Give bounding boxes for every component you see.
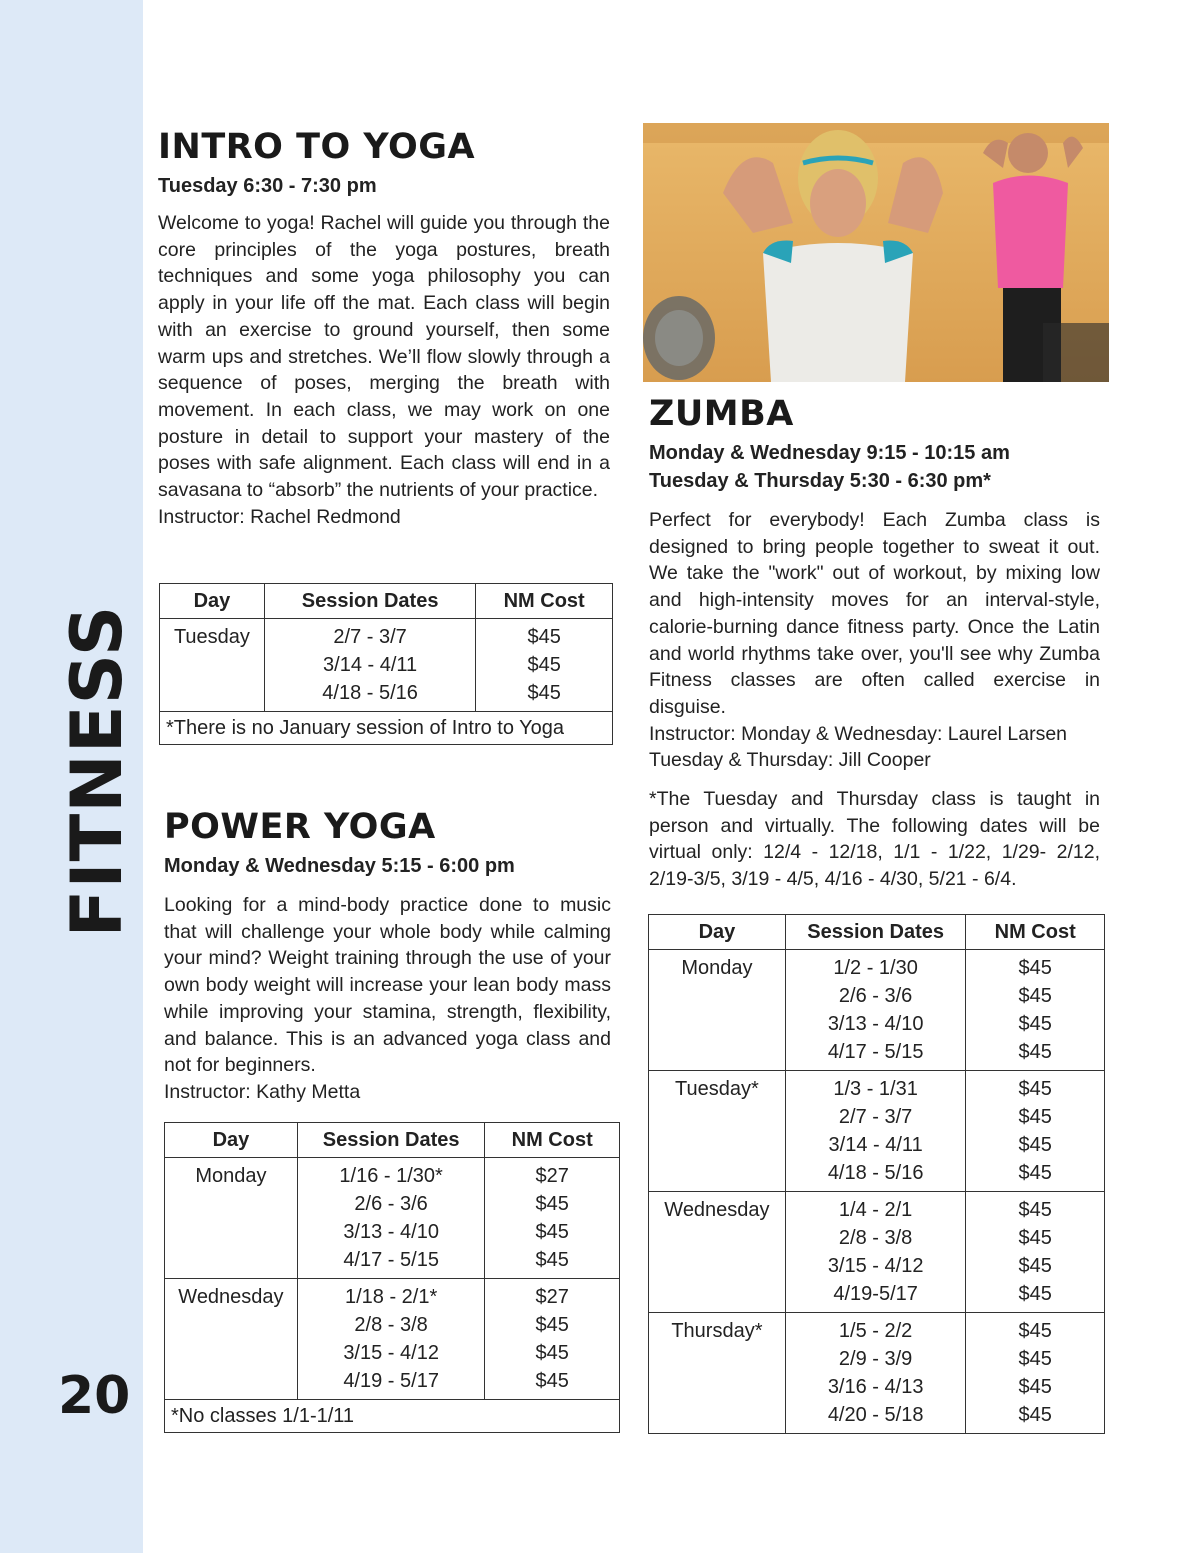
dates-cell: 1/4 - 2/1 2/8 - 3/8 3/15 - 4/12 4/19-5/17 xyxy=(785,1192,966,1313)
table-header-row xyxy=(649,915,1105,950)
table-note: *There is no January session of Intro to Yoga xyxy=(160,712,613,745)
dates-cell: 1/2 - 1/30 2/6 - 3/6 3/13 - 4/10 4/17 - 5/15 xyxy=(785,950,966,1071)
table-row xyxy=(165,1279,620,1400)
day-cell: Monday xyxy=(649,950,786,1071)
cost-cell: $27 $45 $45 $45 xyxy=(485,1158,620,1279)
intro-yoga-instructor: Instructor: Rachel Redmond xyxy=(158,505,401,528)
intro-yoga-description: Welcome to yoga! Rachel will guide you through the core principles of the yoga postures, breath techniques and some yoga philosophy you can apply in your life off the mat. Each class will begin with an exercise to ground yourself, then some warm ups and stretches. We’ll flow slowly through a sequence of poses, merging the breath with movement. In each class, we may work on one posture in detail to support your mastery of the poses with safe alignment. Each class will end in a savasana to “absorb” the nutrients of your practice. xyxy=(158,212,610,502)
header-nm-cost: NM Cost xyxy=(476,584,613,619)
table-note: *No classes 1/1-1/11 xyxy=(165,1400,620,1433)
zumba-table xyxy=(648,914,1105,1434)
header-session-dates: Session Dates xyxy=(264,584,475,619)
zumba-schedule-2: Tuesday & Thursday 5:30 - 6:30 pm* xyxy=(649,470,991,492)
table-header-row xyxy=(160,584,613,619)
cost-cell: $45 $45 $45 $45 xyxy=(966,1192,1105,1313)
table-row xyxy=(649,1313,1105,1434)
cost-cell: $45 $45 $45 $45 xyxy=(966,1071,1105,1192)
header-session-dates: Session Dates xyxy=(297,1123,485,1158)
intro-yoga-table xyxy=(159,583,613,745)
day-cell: Tuesday xyxy=(160,619,265,712)
dates-cell: 1/5 - 2/2 2/9 - 3/9 3/16 - 4/13 4/20 - 5/18 xyxy=(785,1313,966,1434)
table-row xyxy=(160,619,613,712)
power-yoga-description: Looking for a mind-body practice done to music that will challenge your whole body while calming your mind? Weight training through the use of your own body weight will increase your lean body mass while improving your stamina, strength, flexibility, and balance. This is an advanced yoga class and not for beginners. xyxy=(164,894,611,1077)
power-yoga-schedule: Monday & Wednesday 5:15 - 6:00 pm xyxy=(164,855,515,877)
zumba-title: ZUMBA xyxy=(649,394,794,434)
day-cell: Wednesday xyxy=(165,1279,298,1400)
cost-cell: $45 $45 $45 $45 xyxy=(966,950,1105,1071)
intro-yoga-section xyxy=(158,126,610,530)
intro-yoga-schedule: Tuesday 6:30 - 7:30 pm xyxy=(158,175,377,197)
day-cell: Thursday* xyxy=(649,1313,786,1434)
zumba-virtual-note: *The Tuesday and Thursday class is taught in person and virtually. The following dates will be virtual only: 12/4 - 12/18, 1/1 - 1/22, 1/29- 2/12, 2/19-3/5, 3/19 - 4/5, 4/16 - 4/30, 5/21 - 6/4. xyxy=(649,788,1100,891)
day-cell: Tuesday* xyxy=(649,1071,786,1192)
table-row xyxy=(649,1071,1105,1192)
power-yoga-instructor: Instructor: Kathy Metta xyxy=(164,1080,361,1103)
cost-cell: $45 $45 $45 xyxy=(476,619,613,712)
zumba-description: Perfect for everybody! Each Zumba class is designed to bring people together to sweat it out. We take the "work" out of workout, by mixing low and high-intensity moves for an interval-style, calorie-burning dance fitness party. Once the Latin and world rhythms take over, you'll see why Zumba Fitness classes are often called exercise in disguise. xyxy=(649,509,1100,718)
header-day: Day xyxy=(165,1123,298,1158)
header-nm-cost: NM Cost xyxy=(485,1123,620,1158)
power-yoga-section xyxy=(164,806,611,1106)
day-cell: Monday xyxy=(165,1158,298,1279)
zumba-instructor-2: Tuesday & Thursday: Jill Cooper xyxy=(649,749,931,772)
power-yoga-title: POWER YOGA xyxy=(164,807,436,847)
intro-yoga-title: INTRO TO YOGA xyxy=(158,127,476,167)
table-header-row xyxy=(165,1123,620,1158)
cost-cell: $27 $45 $45 $45 xyxy=(485,1279,620,1400)
zumba-instructor-1: Instructor: Monday & Wednesday: Laurel Larsen xyxy=(649,722,1068,745)
dates-cell: 1/3 - 1/31 2/7 - 3/7 3/14 - 4/11 4/18 - 5/16 xyxy=(785,1071,966,1192)
zumba-photo xyxy=(643,123,1109,382)
dates-cell: 2/7 - 3/7 3/14 - 4/11 4/18 - 5/16 xyxy=(264,619,475,712)
page-number: 20 xyxy=(58,1366,131,1426)
header-day: Day xyxy=(649,915,786,950)
header-day: Day xyxy=(160,584,265,619)
header-nm-cost: NM Cost xyxy=(966,915,1105,950)
section-label: FITNESS xyxy=(56,604,138,938)
power-yoga-table xyxy=(164,1122,620,1433)
day-cell: Wednesday xyxy=(649,1192,786,1313)
header-session-dates: Session Dates xyxy=(785,915,966,950)
zumba-schedule-1: Monday & Wednesday 9:15 - 10:15 am xyxy=(649,442,1010,464)
table-row xyxy=(649,1192,1105,1313)
dates-cell: 1/18 - 2/1* 2/8 - 3/8 3/15 - 4/12 4/19 - 5/17 xyxy=(297,1279,485,1400)
zumba-section xyxy=(649,393,1100,893)
table-row xyxy=(165,1158,620,1279)
cost-cell: $45 $45 $45 $45 xyxy=(966,1313,1105,1434)
table-row xyxy=(649,950,1105,1071)
dates-cell: 1/16 - 1/30* 2/6 - 3/6 3/13 - 4/10 4/17 - 5/15 xyxy=(297,1158,485,1279)
